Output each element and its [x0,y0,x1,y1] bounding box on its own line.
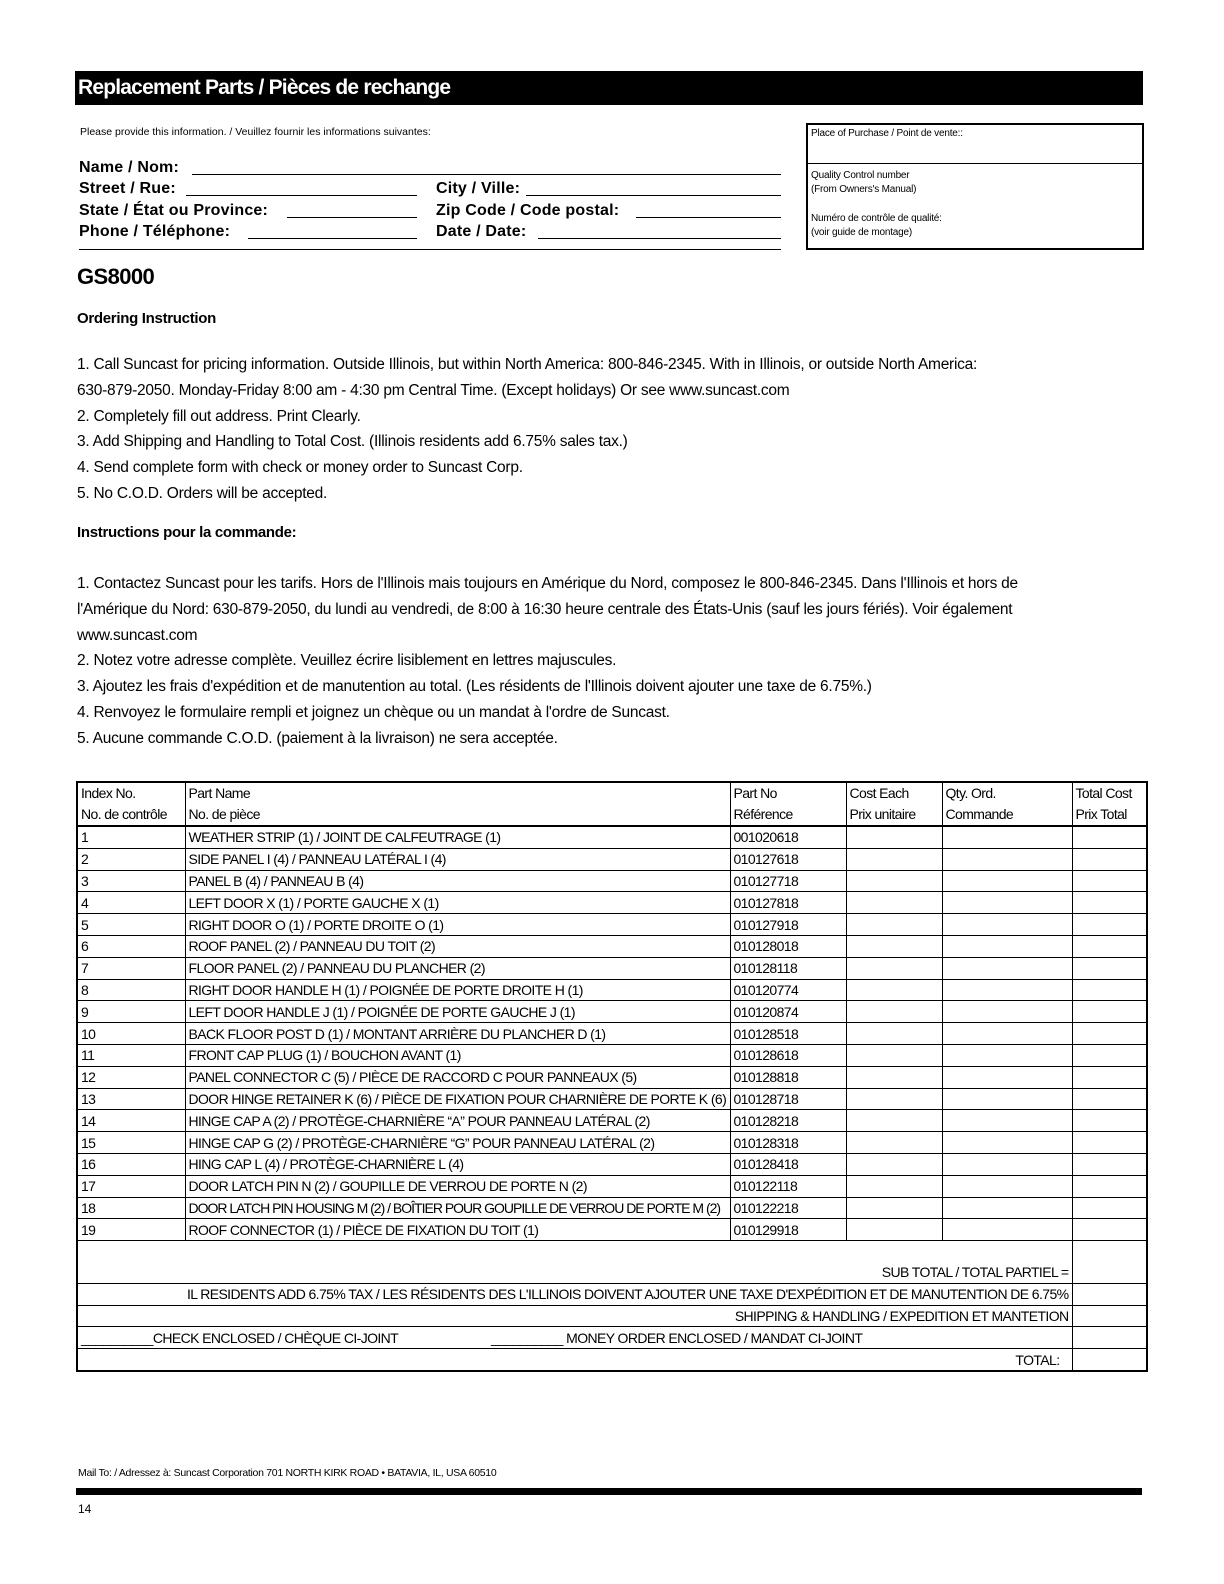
total-cost-cell[interactable] [1072,1153,1147,1175]
cost-each-cell[interactable] [846,1023,942,1045]
qty-ordered-cell[interactable] [942,848,1072,870]
qc-note-fr: (voir guide de montage) [811,227,913,238]
cost-each-cell[interactable] [846,957,942,979]
col-qty-header-fr: Commande [942,804,1072,826]
part-no-cell: 010128218 [730,1110,846,1132]
index-cell: 16 [77,1153,185,1175]
state-label: State / État ou Province: [79,202,269,219]
tax-row [77,1283,1147,1305]
cost-each-cell[interactable] [846,848,942,870]
part-no-cell: 010128618 [730,1044,846,1066]
table-row [77,1175,1147,1197]
city-field[interactable] [526,195,781,196]
part-name-cell: RIGHT DOOR HANDLE H (1) / POIGNÉE DE PORTE DROITE H (1) [185,979,730,1001]
part-no-cell: 010129918 [730,1219,846,1241]
index-cell: 12 [77,1066,185,1088]
divider [808,163,1142,164]
cost-each-cell[interactable] [846,1110,942,1132]
total-cost-cell[interactable] [1072,914,1147,936]
index-cell: 3 [77,870,185,892]
instruction-line: 5. No C.O.D. Orders will be accepted. [77,484,328,502]
page-number: 14 [78,1502,92,1516]
street-label: Street / Rue: [79,180,176,197]
money-order-option[interactable]: __________ MONEY ORDER ENCLOSED / MANDAT CI-JOINT [491,1329,863,1346]
instruction-line: 4. Send complete form with check or money order to Suncast Corp. [77,459,523,477]
part-name-cell: FLOOR PANEL (2) / PANNEAU DU PLANCHER (2) [185,957,730,979]
qty-ordered-cell[interactable] [942,935,1072,957]
phone-field[interactable] [248,238,417,239]
table-row [77,892,1147,914]
table-row [77,870,1147,892]
index-cell: 11 [77,1044,185,1066]
tax-label: IL RESIDENTS ADD 6.75% TAX / LES RÉSIDENTS DES L'ILLINOIS DOIVENT AJOUTER UNE TAXE D'EXPÉDITION ET DE MANUTENTION DE 6.75% [77,1283,1072,1305]
instruction-line: 3. Add Shipping and Handling to Total Cost. (Illinois residents add 6.75% sales tax.) [77,433,628,451]
qc-label: Quality Control number [811,170,910,181]
instruction-line: 5. Aucune commande C.O.D. (paiement à la livraison) ne sera acceptée. [77,729,558,747]
part-no-cell: 010128518 [730,1023,846,1045]
part-no-cell: 010127718 [730,870,846,892]
part-name-cell: LEFT DOOR HANDLE J (1) / POIGNÉE DE PORTE GAUCHE J (1) [185,1001,730,1023]
cost-each-cell[interactable] [846,1088,942,1110]
part-name-cell: DOOR LATCH PIN HOUSING M (2) / BOÎTIER POUR GOUPILLE DE VERROU DE PORTE M (2) [185,1197,730,1219]
total-cost-cell[interactable] [1072,1132,1147,1154]
payment-row [77,1327,1147,1349]
qty-ordered-cell[interactable] [942,1197,1072,1219]
cost-each-cell[interactable] [846,870,942,892]
cost-each-cell[interactable] [846,1132,942,1154]
instruction-line: 3. Ajoutez les frais d'expédition et de manutention au total. (Les résidents de l'Illinois doivent ajouter une taxe de 6.75%.) [77,678,872,696]
index-cell: 13 [77,1088,185,1110]
index-cell: 15 [77,1132,185,1154]
total-cost-cell[interactable] [1072,957,1147,979]
total-cost-cell[interactable] [1072,979,1147,1001]
spacer-cell [77,1241,1072,1262]
index-cell: 10 [77,1023,185,1045]
date-field[interactable] [538,238,781,239]
table-row [77,826,1147,848]
total-cost-cell[interactable] [1072,1023,1147,1045]
part-name-cell: HING CAP L (4) / PROTÈGE-CHARNIÈRE L (4) [185,1153,730,1175]
cost-each-cell[interactable] [846,1175,942,1197]
table-header-row-fr [77,804,1147,826]
total-cost-cell[interactable] [1072,826,1147,848]
cost-each-cell[interactable] [846,1219,942,1241]
spacer-row [77,1241,1147,1262]
ordering-instructions-en [77,352,977,507]
table-row [77,935,1147,957]
total-cost-cell[interactable] [1072,1175,1147,1197]
qty-ordered-cell[interactable] [942,957,1072,979]
index-cell: 18 [77,1197,185,1219]
part-no-cell: 010127918 [730,914,846,936]
col-part-no-header-fr: Référence [730,804,846,826]
page-title: Replacement Parts / Pièces de rechange [75,71,1143,105]
part-name-cell: DOOR HINGE RETAINER K (6) / PIÈCE DE FIXATION POUR CHARNIÈRE DE PORTE K (6) [185,1088,730,1110]
total-cost-cell[interactable] [1072,892,1147,914]
col-cost-each-header: Cost Each [846,782,942,804]
part-name-cell: PANEL CONNECTOR C (5) / PIÈCE DE RACCORD C POUR PANNEAUX (5) [185,1066,730,1088]
qty-ordered-cell[interactable] [942,979,1072,1001]
name-label: Name / Nom: [79,159,179,176]
table-row [77,914,1147,936]
table-row [77,1219,1147,1241]
table-row [77,957,1147,979]
instruction-line: www.suncast.com [77,626,198,644]
total-cost-cell[interactable] [1072,848,1147,870]
qty-ordered-cell[interactable] [942,1110,1072,1132]
ordering-heading-fr: Instructions pour la commande: [77,524,297,541]
total-cost-cell[interactable] [1072,1219,1147,1241]
col-total-header-fr: Prix Total [1072,804,1147,826]
part-name-cell: DOOR LATCH PIN N (2) / GOUPILLE DE VERROU DE PORTE N (2) [185,1175,730,1197]
col-total-header: Total Cost [1072,782,1147,804]
part-no-cell: 010127818 [730,892,846,914]
part-no-cell: 010128118 [730,957,846,979]
ordering-instructions-fr [77,571,1018,752]
total-label: TOTAL: [77,1349,1072,1371]
total-cost-cell[interactable] [1072,1066,1147,1088]
part-no-cell: 010128718 [730,1088,846,1110]
part-no-cell: 010127618 [730,848,846,870]
qty-ordered-cell[interactable] [942,914,1072,936]
part-no-cell: 010128318 [730,1132,846,1154]
name-field[interactable] [192,174,781,175]
qty-ordered-cell[interactable] [942,1153,1072,1175]
total-cost-cell[interactable] [1072,870,1147,892]
shipping-row [77,1305,1147,1327]
index-cell: 4 [77,892,185,914]
total-cost-cell[interactable] [1072,1044,1147,1066]
cost-each-cell[interactable] [846,914,942,936]
subtotal-amount[interactable] [1072,1262,1147,1283]
part-no-cell: 010120774 [730,979,846,1001]
qty-ordered-cell[interactable] [942,1132,1072,1154]
table-row [77,1066,1147,1088]
cost-each-cell[interactable] [846,826,942,848]
phone-label: Phone / Téléphone: [79,223,231,240]
col-qty-header: Qty. Ord. [942,782,1072,804]
part-name-cell: LEFT DOOR X (1) / PORTE GAUCHE X (1) [185,892,730,914]
index-cell: 8 [77,979,185,1001]
qty-ordered-cell[interactable] [942,870,1072,892]
instruction-line: 630-879-2050. Monday-Friday 8:00 am - 4:30 pm Central Time. (Except holidays) Or see www.suncast.com [77,381,790,399]
instruction-line: 1. Call Suncast for pricing information. Outside Illinois, but within North America: 800-846-2345. With in Illinois, or outside North America: [77,356,978,373]
cost-each-cell[interactable] [846,1066,942,1088]
cost-each-cell[interactable] [846,935,942,957]
index-cell: 1 [77,826,185,848]
qty-ordered-cell[interactable] [942,826,1072,848]
part-name-cell: FRONT CAP PLUG (1) / BOUCHON AVANT (1) [185,1044,730,1066]
tax-amount[interactable] [1072,1283,1147,1305]
index-cell: 9 [77,1001,185,1023]
payment-amount[interactable] [1072,1327,1147,1349]
instruction-line: 2. Notez votre adresse complète. Veuillez écrire lisiblement en lettres majuscules. [77,652,617,670]
part-no-cell: 010122118 [730,1175,846,1197]
table-row [77,848,1147,870]
col-index-header-fr: No. de contrôle [77,804,185,826]
part-no-cell: 010128018 [730,935,846,957]
cost-each-cell[interactable] [846,1044,942,1066]
ordering-heading-en: Ordering Instruction [77,310,217,327]
qc-note: (From Owners's Manual) [811,184,917,195]
qty-ordered-cell[interactable] [942,1219,1072,1241]
total-cost-cell[interactable] [1072,935,1147,957]
cost-each-cell[interactable] [846,1001,942,1023]
part-name-cell: HINGE CAP G (2) / PROTÈGE-CHARNIÈRE “G” POUR PANNEAU LATÉRAL (2) [185,1132,730,1154]
table-row [77,979,1147,1001]
index-cell: 7 [77,957,185,979]
index-cell: 6 [77,935,185,957]
part-name-cell: HINGE CAP A (2) / PROTÈGE-CHARNIÈRE “A” POUR PANNEAU LATÉRAL (2) [185,1110,730,1132]
part-name-cell: BACK FLOOR POST D (1) / MONTANT ARRIÈRE DU PLANCHER D (1) [185,1023,730,1045]
total-amount[interactable] [1072,1349,1147,1371]
table-row [77,1023,1147,1045]
payment-options [77,1327,1072,1349]
table-row [77,1088,1147,1110]
qc-label-fr: Numéro de contrôle de qualité: [811,213,942,224]
cost-each-cell[interactable] [846,979,942,1001]
qty-ordered-cell[interactable] [942,1175,1072,1197]
table-row [77,1132,1147,1154]
shipping-label: SHIPPING & HANDLING / EXPEDITION ET MANTETION [77,1305,1072,1327]
model-number: GS8000 [77,264,155,289]
index-cell: 17 [77,1175,185,1197]
col-part-name-header-fr: No. de pièce [185,804,730,826]
qty-ordered-cell[interactable] [942,1001,1072,1023]
qty-ordered-cell[interactable] [942,1044,1072,1066]
parts-table [76,781,1148,1372]
part-no-cell: 010120874 [730,1001,846,1023]
col-index-header: Index No. [77,782,185,804]
cost-each-cell[interactable] [846,1153,942,1175]
part-name-cell: ROOF CONNECTOR (1) / PIÈCE DE FIXATION DU TOIT (1) [185,1219,730,1241]
subtotal-label: SUB TOTAL / TOTAL PARTIEL = [77,1262,1072,1283]
part-no-cell: 010128818 [730,1066,846,1088]
instruction-line: 2. Completely fill out address. Print Clearly. [77,407,361,425]
col-cost-each-header-fr: Prix unitaire [846,804,942,826]
zip-label: Zip Code / Code postal: [436,202,620,219]
form-underline [79,249,781,250]
part-no-cell: 001020618 [730,826,846,848]
part-no-cell: 010122218 [730,1197,846,1219]
purchase-info-box[interactable] [806,123,1144,250]
check-enclosed-option[interactable]: __________CHECK ENCLOSED / CHÈQUE CI-JOINT [81,1329,399,1346]
total-cost-cell[interactable] [1072,1088,1147,1110]
table-row [77,1197,1147,1219]
instruction-line: 1. Contactez Suncast pour les tarifs. Hors de l'Illinois mais toujours en Amérique du Nord, composez le 800-846-2345. Dans l'Illinois et hors de [77,575,1018,592]
zip-field[interactable] [636,217,781,218]
part-name-cell: WEATHER STRIP (1) / JOINT DE CALFEUTRAGE (1) [185,826,730,848]
city-label: City / Ville: [436,180,521,197]
col-part-no-header: Part No [730,782,846,804]
shipping-amount[interactable] [1072,1305,1147,1327]
index-cell: 2 [77,848,185,870]
total-cost-cell[interactable] [1072,1197,1147,1219]
mailing-address: Mail To: / Adressez à: Suncast Corporation 701 NORTH KIRK ROAD • BATAVIA, IL, USA 60510 [78,1467,497,1479]
part-name-cell: ROOF PANEL (2) / PANNEAU DU TOIT (2) [185,935,730,957]
index-cell: 14 [77,1110,185,1132]
index-cell: 5 [77,914,185,936]
col-part-name-header: Part Name [185,782,730,804]
table-row [77,1153,1147,1175]
qty-ordered-cell[interactable] [942,1023,1072,1045]
qty-ordered-cell[interactable] [942,892,1072,914]
part-name-cell: SIDE PANEL I (4) / PANNEAU LATÉRAL I (4) [185,848,730,870]
total-cost-cell[interactable] [1072,1110,1147,1132]
state-field[interactable] [287,217,417,218]
part-name-cell: PANEL B (4) / PANNEAU B (4) [185,870,730,892]
form-intro: Please provide this information. / Veuillez fournir les informations suivantes: [80,126,431,138]
qty-ordered-cell[interactable] [942,1088,1072,1110]
footer-bar [76,1488,1142,1495]
total-cost-cell[interactable] [1072,1001,1147,1023]
table-row [77,1001,1147,1023]
instruction-line: l'Amérique du Nord: 630-879-2050, du lundi au vendredi, de 8:00 à 16:30 heure centrale des États-Unis (sauf les jours fériés). Voir également [77,600,1013,618]
spacer-amount [1072,1241,1147,1262]
street-field[interactable] [186,195,417,196]
qty-ordered-cell[interactable] [942,1066,1072,1088]
part-name-cell: RIGHT DOOR O (1) / PORTE DROITE O (1) [185,914,730,936]
part-no-cell: 010128418 [730,1153,846,1175]
place-of-purchase-label: Place of Purchase / Point de vente:: [811,128,963,139]
instruction-line: 4. Renvoyez le formulaire rempli et joignez un chèque ou un mandat à l'ordre de Suncast. [77,703,670,721]
total-row [77,1349,1147,1371]
index-cell: 19 [77,1219,185,1241]
table-row [77,1110,1147,1132]
cost-each-cell[interactable] [846,1197,942,1219]
date-label: Date / Date: [436,223,527,240]
subtotal-row [77,1262,1147,1283]
cost-each-cell[interactable] [846,892,942,914]
table-row [77,1044,1147,1066]
table-header-row [77,782,1147,804]
